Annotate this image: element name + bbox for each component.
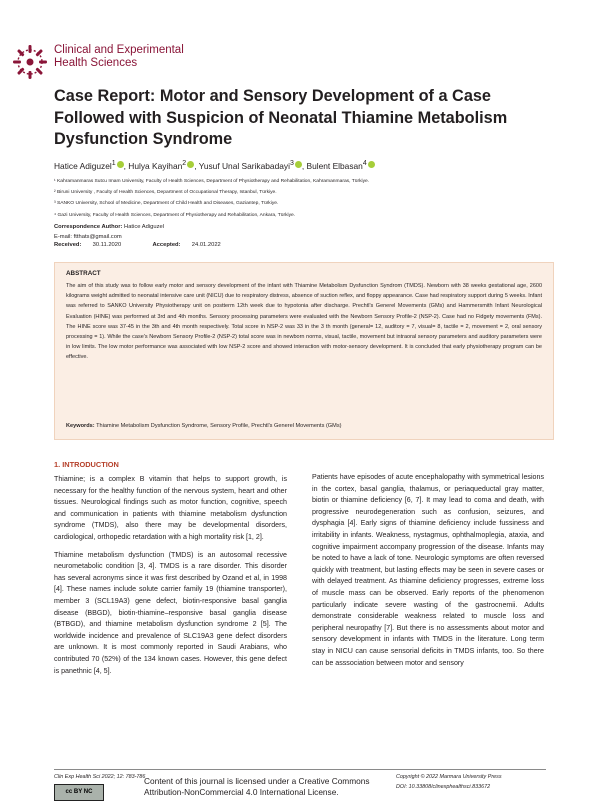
author-name: Hatice Adiguzel [54,160,112,171]
correspondence-name: Hatice Adiguzel [124,224,164,230]
author-sup: 3 [289,160,294,167]
body-column-left [54,474,287,683]
dates-row [54,242,221,248]
author-name: Yusuf Unal Sarikabadayi [198,160,290,171]
orcid-icon[interactable] [187,161,194,168]
author-name: Bulent Elbasan [306,160,363,171]
license-line[interactable]: Content of this journal is licensed under a Creative Commons [144,776,370,786]
affiliation: ³ SANKO University, School of Medicine, Department of Child Health and Diseases, Gaziantep, Türkiye. [54,201,279,207]
keywords-text: Thiamine Metabolism Dysfunction Syndrome, Sensory Profile, Prechtl's Generel Movements (GMs) [96,423,342,429]
correspondence-block [54,223,164,242]
author-name: Hulya Kayihan [128,160,183,171]
accepted-label: Accepted: [152,242,181,248]
orcid-icon[interactable] [368,161,375,168]
paragraph: Thiamine; is a complex B vitamin that helps to support growth, is necessary for the healthy function of the nervous system, heart and other tissues. Neurological findings such as motor function, cognitive, speech and communication in patients with thiamine metabolism dysfunction syndrome (TMDS), also there may be developmental disorders, cardiological, orthopedic retardation with a high mortality risk [1, 2]. [54,475,287,541]
cc-license-icon[interactable]: cc BY NC [54,784,104,801]
license-text [144,776,370,798]
footer-divider [54,769,546,770]
affiliation: ² Biruni University , Faculty of Health Sciences, Department of Occupational Therapy, Istanbul, Türkiye. [54,190,277,196]
copyright: Copyright © 2022 Marmara University Press [396,774,502,780]
paragraph: Thiamine metabolism dysfunction (TMDS) is an autosomal recessive neurometabolic condition [3, 4]. TMDS is a rare disorder. This disorder has several acronyms since it was first described by Ozand et al, in 1998 [4]. These names include solute carrier family 19 (thiamine transporter), member 3 (SCL19A3) gene defect, biotin-responsive basal ganglia disease (BBGD), biotin-thiamine–responsive basal ganglia disease (BTBGD), and thiamine metabolism dysfunction syndrome 2 [5]. The worldwide incidence and prevalence of SLC19A3 gene defect disorders are unknown. It is most commonly reported in Saudi Arabians, who contributed 70 (52%) of the 134 known cases. However, this gene defect is panethnic [4, 5]. [54,550,287,675]
abstract-heading: ABSTRACT [66,270,101,277]
license-line[interactable]: Attribution-NonCommercial 4.0 International License. [144,787,339,797]
journal-name [54,44,184,70]
email-label: E-mail: [54,233,73,240]
journal-logo-icon [10,42,50,82]
journal-name-line1: Clinical and Experimental [54,44,184,56]
body-column-right [312,472,544,675]
affiliation-list [54,176,574,221]
section-heading: 1. INTRODUCTION [54,460,119,469]
doi-link[interactable]: DOI: 10.33808/clinexphealthsci.833672 [396,784,491,790]
email-link[interactable]: ftthats@gmail.com [73,233,122,240]
keywords-label: Keywords: [66,423,95,429]
affiliation: ⁴ Gazi University, Faculty of Health Sciences, Department of Physiotherapy and Rehabilitation, Ankara, Türkiye. [54,212,296,218]
received-label: Received: [54,242,82,248]
orcid-icon[interactable] [117,161,124,168]
correspondence-label: Correspondence Author: [54,224,123,230]
paragraph: Patients have episodes of acute encephalopathy with symmetrical lesions in the cortex, basal ganglia, thalamus, or periaqueductal gray matter, biotin or thiamine deficiency [6, 7]. It may lead to coma and death, with progressive neurodegeneration such as confusion, seizures, and dysphagia [4]. Early signs of thiamine deficiency include fussiness and irritability in infants. Weakness, nystagmus, ophthalmoplegia, ataxia, and cognitive impairment accompany progression of the disease. Infants may be noted to have a lack of tone. Neurologic symptoms are often reversed quickly with treatment, but lasting effects may be seen in severe cases or with delayed treatment. As thiamine deficiency progresses, extreme loss of muscle mass can be observed. Early reports of the phenomenon particularly indicate severe wasting of the gastrocnemii. Adults demonstrate considerable weakness related to muscle loss and peripheral neuropathy [7]. But there is no assessments about motor and sensory development in infants with TMDS in the literature. Long term stay in NICU can cause sensorial deficits in TMDS infants, too. So there can be asssociation between motor and sensory [312,473,544,667]
received-date: 30.11.2020 [92,242,122,248]
author-sup: 2 [182,160,187,167]
author-sup: 4 [362,160,367,167]
journal-name-line2: Health Sciences [54,57,138,69]
citation: Clin Exp Health Sci 2022; 12: 783-786 [54,774,146,780]
keywords [66,423,542,429]
accepted-date: 24.01.2022 [191,242,221,248]
article-title: Case Report: Motor and Sensory Development of a Case Followed with Suspicion of Neonatal Thiamine Metabolism Dysfunction Syndrome [54,87,508,148]
affiliation: ¹ Kahramanmaras Sutcu Imam University, Faculty of Health Sciences, Department of Physiotherapy and Rehabilitation, Kahramanmaras, Türkiye. [54,179,370,184]
footer-copyright [396,772,502,792]
orcid-icon[interactable] [295,161,302,168]
author-list: Hatice Adiguzel$^1$ , Hulya Kayihan$^2$ , Yusuf Unal Sarikabadayi$^3$ , Bulent Elbasan$^4$ [54,160,574,171]
author-sup: 1 [111,160,116,167]
abstract-text: The aim of this study was to follow early motor and sensory development of the infant with Thiamine Metabolism Dysfunction Syndrom (TMDS). Newborn with 38 weeks gestational age, 2600 kilograms weight admitted to neonatal intensive care unit (NICU) due to respiratory distress, absence of suction reflex, and floppy appearance. Case had respiratory support during 5 weeks. Infant was referred to SANKO University Physiotherapy unit on postterm 12th week due to hypotonia after discharge. Prechtl's Generel Movements (GMs) and Hammersmith Infant Neurological Evaluation (HINE) was performed at 3rd and 4th months. Sensory processing parameters were evaluated with the Newborn Sensory Profile-2 (NSP-2). Case had no Fidgety movements (FMs). The HINE score was 37-45 in the 3th and 4th month respectively. Total score in NSP-2 was 33 in the 3 th month (general= 12, auditory = 7, visual= 8, tactile = 2, movement = 2, oral sensory processing = 1). While the case's Newborn Sensory Profile-2 (NSP-2) total score was in newborn norms, visual, tactile, movement but intraoral sensory parameters and auditory parameters were in low limits. The low motor performance was associated with low NSP-2 score and showed interaction with motor-sensory development. It is concluded that early physiotherapy program can be effective. [66,283,542,361]
